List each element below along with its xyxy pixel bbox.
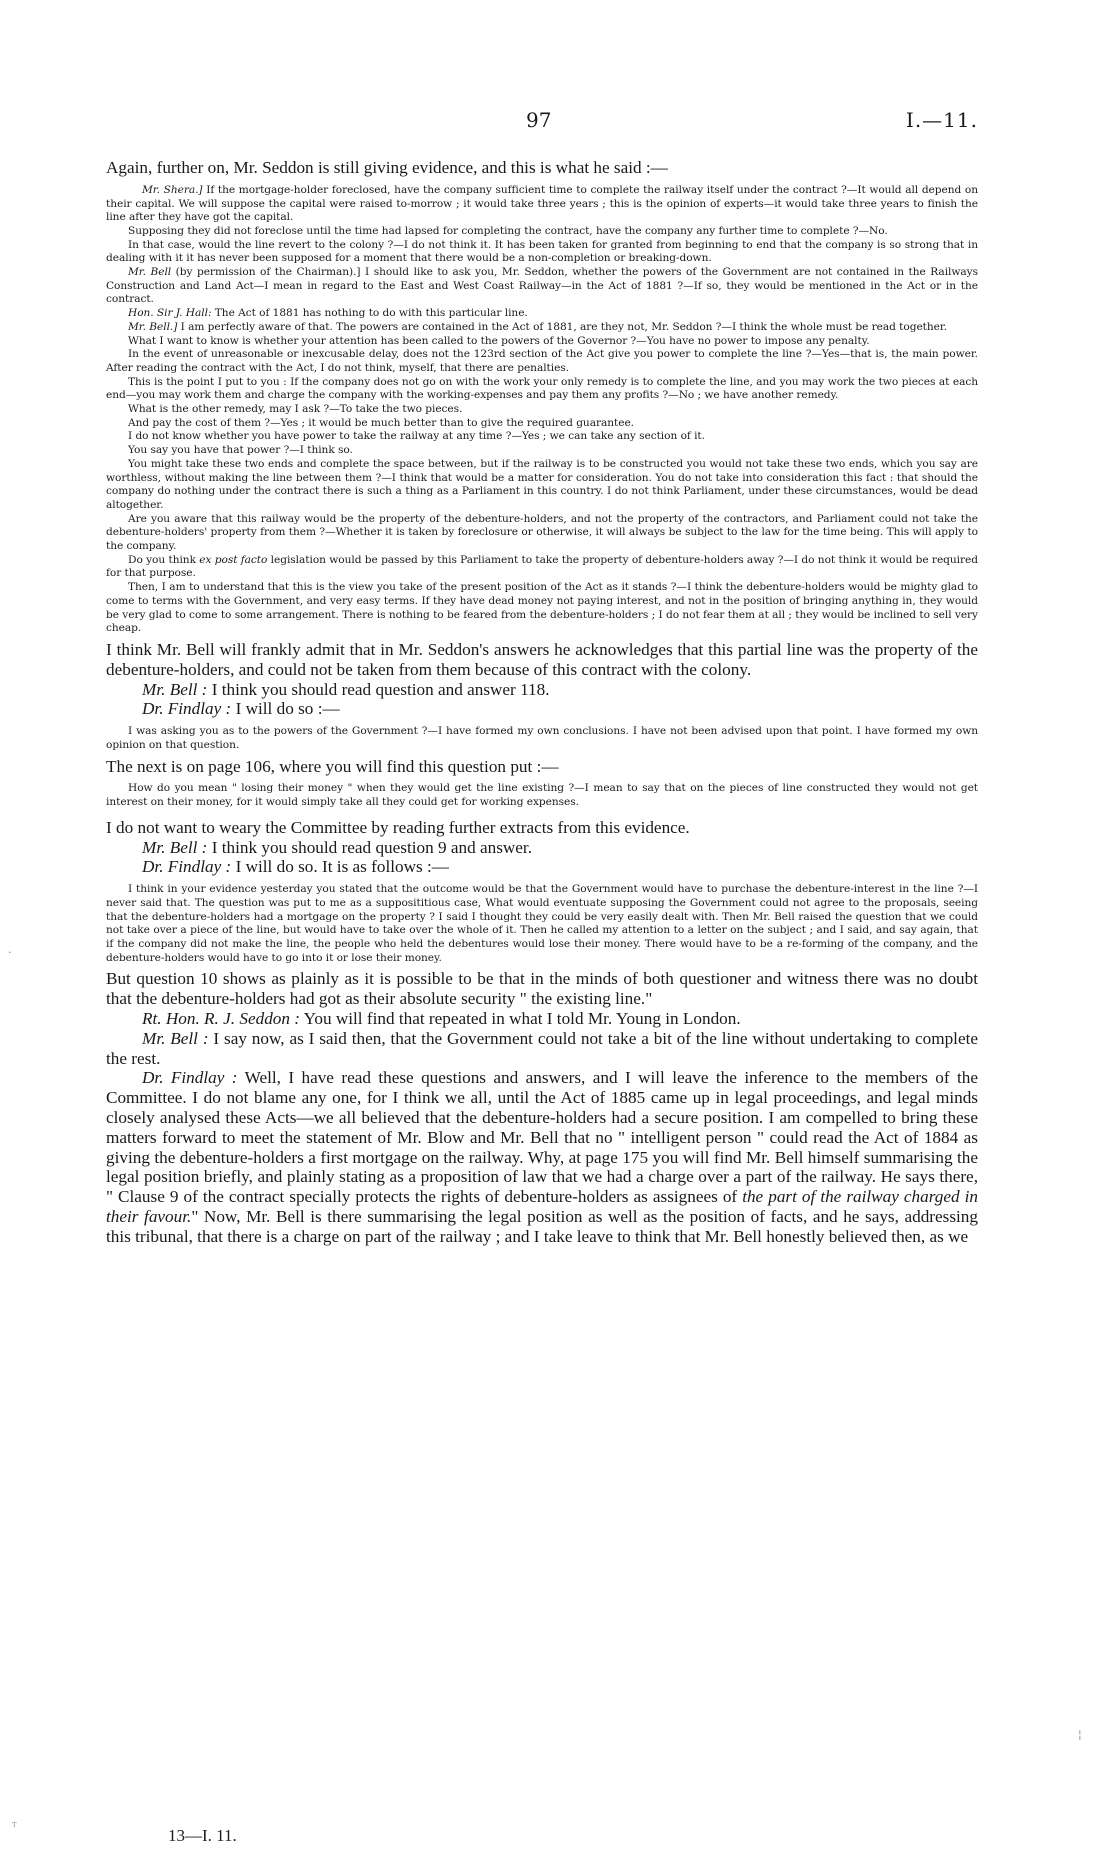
evidence-question: In that case, would the line revert to the colony ?—I do not think it. It has been taken for granted from beginning to end that the company is so strong that in dealing with it it has never been supposed for a moment that there would be a non-completion or breaking-down. — [106, 238, 978, 265]
paragraph: The next is on page 106, where you will find this question put :— — [106, 756, 559, 776]
dialogue-line: Mr. Bell : I think you should read question and answer 118. — [142, 679, 550, 699]
margin-mark: · — [8, 946, 12, 959]
evidence-question: Mr. Shera.] If the mortgage-holder foreclosed, have the company sufficient time to complete the railway itself under the contract ?—It would all depend on their capital. We will suppose the capital were raised to-morrow ; it would take three years ; this is the opinion of experts—it would take three years to finish the line after they have got the capital. — [106, 183, 978, 224]
evidence-question: And pay the cost of them ?—Yes ; it would be much better than to give the required guarantee. — [128, 416, 634, 429]
evidence-question: Then, I am to understand that this is the view you take of the present position of the Act as it stands ?—I think the debenture-holders would be mighty glad to come to terms with the Government, and very easy terms. If they have dead money not paying interest, and not in the position of bringing anything in, they would be very glad to come to some arrangement. There is nothing to be feared from the debenture-holders ; I do not fear them at all ; they would be inclined to sell very cheap. — [106, 581, 978, 635]
dialogue-line: Dr. Findlay : Well, I have read these questions and answers, and I will leave the inference to the members of the Committee. I do not blame any one, for I think we all, until the Act of 1885 came up in legal proceedings, and legal minds closely analysed these Acts—we all believed that the debenture-holders had a secure position. I am compelled to bring these matters forward to meet the statement of Mr. Blow and Mr. Bell that no " intelligent person " could read the Act of 1884 as giving the debenture-holders a first mortgage on the railway. Why, at page 175 you will find Mr. Bell himself summarising the legal position briefly, and plainly stating as a proposition of law that we had a charge over a part of the railway. He says there, " Clause 9 of the contract specially protects the rights of debenture-holders as assignees of the part of the railway charged in their favour." Now, Mr. Bell is there summarising the legal position as well as the position of facts, and he says, addressing this tribunal, that there is a charge on part of the railway ; and I take leave to think that Mr. Bell honestly believed then, as we — [106, 1068, 978, 1246]
speaker: Dr. Findlay : — [142, 857, 232, 877]
evidence-question: Mr. Bell (by permission of the Chairman).] I should like to ask you, Mr. Seddon, whether the powers of the Government are not contained in the Railways Construction and Land Act—I mean in regard to the East and West Coast Railway—in the Act of 1881 ?—If so, they would be mentioned in the Act or in the contract. — [106, 266, 978, 306]
dialogue-line: Rt. Hon. R. J. Seddon : You will find that repeated in what I told Mr. Young in London. — [142, 1009, 741, 1028]
speaker: Mr. Bell : — [142, 1028, 209, 1048]
paragraph: I do not want to weary the Committee by reading further extracts from this evidence. — [106, 817, 690, 837]
evidence-question: Do you think ex post facto legislation would be passed by this Parliament to take the property of debenture-holders away ?—I do not think it would be required for that purpose. — [106, 553, 978, 580]
evidence-question: You might take these two ends and complete the space between, but if the railway is to be constructed you would not take these two ends, which you say are worthless, without making the line between them ?—I think that would be a matter for consideration. You do not take into consideration this fact : that should the company do nothing under the contract there is such a thing as a Parliament in this country. I do not think Parliament, under these circumstances, would be dead altogether. — [106, 457, 978, 511]
speaker: Dr. Findlay : — [142, 1068, 238, 1088]
margin-mark: ᵀ — [12, 1820, 17, 1833]
page-header — [106, 0, 978, 150]
speaker: Dr. Findlay : — [142, 699, 232, 719]
evidence-question: This is the point I put to you : If the company does not go on with the work your only remedy is to complete the line, and you may work the two pieces at each end—you may work them and charge the company with the working-expenses and pay them any profits ?—No ; we have another remedy. — [106, 375, 978, 402]
speaker: Mr. Bell : — [142, 837, 208, 857]
speaker: Mr. Shera.] — [142, 183, 203, 196]
speaker: Rt. Hon. R. J. Seddon : — [142, 1009, 300, 1028]
evidence-question: Supposing they did not foreclose until the time had lapsed for completing the contract, have the company any further time to complete ?—No. — [128, 224, 888, 237]
signature-mark: 13—I. 11. — [168, 1826, 237, 1845]
evidence-question: You say you have that power ?—I think so. — [128, 444, 353, 457]
evidence-question: Hon. Sir J. Hall: The Act of 1881 has nothing to do with this particular line. — [128, 307, 528, 320]
speaker: Hon. Sir J. Hall: — [128, 307, 212, 320]
dialogue-line: Dr. Findlay : I will do so. It is as follows :— — [142, 857, 449, 877]
paragraph: But question 10 shows as plainly as it is possible to be that in the minds of both questioner and witness there was no doubt that the debenture-holders had got as their absolute security " the existing line." — [106, 969, 978, 1009]
evidence-question: I was asking you as to the powers of the Government ?—I have formed my own conclusions. I have not been advised upon that point. I have formed my own opinion on that question. — [106, 725, 978, 751]
dialogue-line: Dr. Findlay : I will do so :— — [142, 699, 340, 719]
paragraph: I think Mr. Bell will frankly admit that in Mr. Seddon's answers he acknowledges that this partial line was the property of the debenture-holders, and could not be taken from them because of this contract with the colony. — [106, 640, 978, 679]
dialogue-line: Mr. Bell : I say now, as I said then, that the Government could not take a bit of the line without undertaking to complete the rest. — [106, 1028, 978, 1068]
evidence-question: I think in your evidence yesterday you stated that the outcome would be that the Government would have to purchase the debenture-interest in the line ?—I never said that. The question was put to me as a supposititious case, What would eventuate supposing the Government could not agree to the proposals, seeing that the debenture-holders had a mortgage on the property ? I said I thought they could be very easily dealt with. Then Mr. Bell raised the question that we could not take over a piece of the line, but would have to take over the whole of it. Then he called my attention to a letter on the subject ; and I said, and say again, that if the company did not make the line, the people who held the debentures would lose their money. There would have to be a re-forming of the company, and the debenture-holders would have to go into it or lose their money. — [106, 883, 978, 964]
margin-mark: ¦ — [1078, 1728, 1082, 1741]
page-body — [106, 158, 978, 1247]
page — [106, 0, 978, 1845]
dialogue-line: Mr. Bell : I think you should read question 9 and answer. — [142, 837, 533, 857]
evidence-question: Mr. Bell.] I am perfectly aware of that. The powers are contained in the Act of 1881, are they not, Mr. Seddon ?—I think the whole must be read together. — [128, 320, 948, 333]
evidence-question: What is the other remedy, may I ask ?—To take the two pieces. — [128, 403, 463, 416]
paragraph: Again, further on, Mr. Seddon is still giving evidence, and this is what he said :— — [106, 158, 668, 177]
page-number: 97 — [526, 108, 552, 132]
document-reference: I.—11. — [905, 108, 978, 132]
evidence-question: In the event of unreasonable or inexcusable delay, does not the 123rd section of the Act give you power to complete the line ?—Yes—that is, the main power. After reading the contract with the Act, I do not think, myself, that there are penalties. — [106, 348, 978, 374]
evidence-question: What I want to know is whether your attention has been called to the powers of the Governor ?—You have no power to impose any penalty. — [128, 334, 870, 347]
evidence-question: Are you aware that this railway would be the property of the debenture-holders, and not the property of the contractors, and Parliament could not take the debenture-holders' property from them ?—Whether it is taken by foreclosure or otherwise, it will always be subject to the law for the time being. This will apply to the company. — [106, 512, 978, 553]
evidence-question: How do you mean " losing their money " when they would get the line existing ?—I mean to say that on the pieces of line constructed they would not get interest on their money, for it would simply take all they could get for working expenses. — [106, 782, 978, 809]
speaker: Mr. Bell : — [142, 679, 208, 699]
evidence-question: I do not know whether you have power to take the railway at any time ?—Yes ; we can take any section of it. — [128, 430, 705, 443]
speaker: Mr. Bell.] — [128, 320, 178, 333]
speaker: Mr. Bell — [128, 266, 172, 279]
